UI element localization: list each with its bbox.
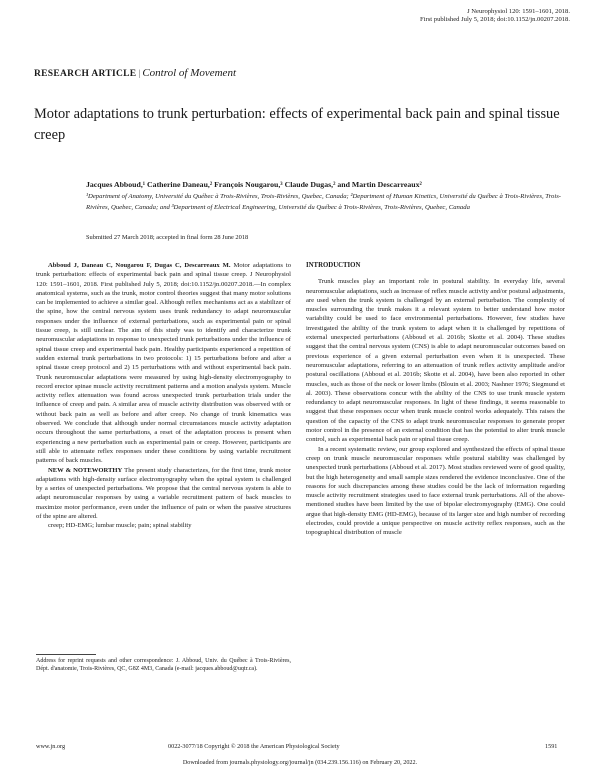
journal-reference: [420, 8, 570, 24]
footnote-divider: [36, 654, 96, 655]
paper-title: Motor adaptations to trunk perturbation: effects of experimental back pain and spinal tissue creep: [34, 106, 560, 143]
submission-dates: Submitted 27 March 2018; accepted in final form 28 June 2018: [86, 234, 249, 241]
keywords: creep; HD-EMG; lumbar muscle; pain; spinal stability: [48, 522, 192, 530]
journal-url: www.jn.org: [36, 743, 66, 750]
article-type: RESEARCH ARTICLE | Control of Movement: [34, 67, 237, 79]
citation: J Neurophysiol 120: 1591–1601, 2018.: [467, 8, 570, 15]
new-noteworthy: [36, 466, 291, 522]
new-noteworthy-text: The present study characterizes, for the first time, trunk motor adaptations with high-density surface electromyography when the spinal system is challenged by a series of unexpected perturbations. We propose that the central nervous system is able to adapt neuromuscular responses by using a variable recruitment pattern of back muscles to maximize motor performance, even under the influence of pain or when the passive structures of the spine are altered.: [36, 466, 291, 521]
article-kind: RESEARCH ARTICLE: [34, 69, 137, 79]
download-notice: Downloaded from journals.physiology.org/journal/jn (034.239.156.116) on February 20, 2022.: [182, 759, 418, 766]
copyright: 0022-3077/18 Copyright © 2018 the American Physiological Society: [168, 743, 340, 750]
abstract: [36, 261, 291, 466]
article-section: Control of Movement: [142, 67, 237, 79]
intro-paragraph-2: In a recent systematic review, our group explored and synthesized the effects of spinal tissue creep on trunk muscle neuromuscular responses while postural stability was challenged by unexpected trunk perturbations (Abboud et al. 2017). Most studies reviewed were of good quality, but the high heterogeneity and small sample sizes rendered the evidence inconclusive. One of the reasons for such discrepancies among these studies could be the lack of information regarding muscle activity recruitment strategies used to face external trunk perturbations. All of the above-mentioned studies have been limited by the use of bipolar electromyography (EMG). One could argue that high-density EMG (HD-EMG), because of its larger size and high number of recording electrodes, could provide a unique perspective on muscle activity reflex responses, such as the topographical distribution of muscle: [306, 445, 565, 537]
author-list: Jacques Abboud,¹ Catherine Daneau,² François Nougarou,³ Claude Dugas,² and Martin Descarreaux²: [86, 180, 422, 189]
page-number: 1591: [545, 743, 558, 750]
abstract-text: Motor adaptations to trunk perturbation: effects of experimental back pain and spinal tissue creep. J Neurophysiol 120: 1591–1601, 2018. First published July 5, 2018; doi:10.1152/jn.00207.2018.—In complex anatomical systems, such as the trunk, motor control theories suggest that many motor solutions can be implemented to achieve a similar goal. Although reflex mechanisms act as a stabilizer of the spine, how the central nervous system uses trunk redundancy to adapt neuromuscular responses under the influence of external perturbations, such as experimental pain or spinal tissue creep, is still unclear. The aim of this study was to identify and characterize trunk neuromuscular adaptations in response to unexpected trunk perturbations under the influence of spinal tissue creep and experimental back pain. Healthy participants experienced a repetition of sudden external trunk perturbations in two protocols: 1) 15 perturbations before and after a spinal tissue creep protocol and 2) 15 perturbations with and without experimental back pain. Trunk neuromuscular adaptations were measured by using high-density electromyography to record erector spinae muscle activity recruitment patterns and a motion analysis system. Muscle activity reflex attenuation was found across unexpected trunk perturbation trials under the influence of creep and pain. A similar area of muscle activity distribution was observed with or without back pain as well as before and after creep. No change of trunk kinematics was observed. We conclude that although under normal circumstances muscle activity adaptation occurs throughout the same perturbations, a reset of the adaptation process is present when experiencing a new perturbation such as experimental pain or creep. However, participants are still able to attenuate reflex responses under these conditions by using variable recruitment patterns of back muscles.: [36, 262, 291, 465]
intro-paragraph-1: Trunk muscles play an important role in postural stability. In everyday life, several neuromuscular adaptations, such as increase of reflex muscle activity and/or postural adjustments, are used when the trunk system is challenged by an external perturbation. The complexity of muscles surrounding the trunk makes it a relevant system to better understand how motor variability could be used to face environmental perturbations. However, few studies have investigated the ability of the trunk system to adapt when it is challenged by repetitions of external unexpected perturbations (Abboud et al. 2016b; Skotte et al. 2004). These studies suggest that the central nervous system (CNS) is able to adapt neuromuscular outcomes based on previous experience of a given external perturbation even when it is unexpected. These neuromuscular adaptations, referring to an attenuation of trunk reflex activity amplitude and/or postural oscillations (Abboud et al. 2016b; Skotte et al. 2004), have been also reported in other muscles, such as those of the neck or lower limbs (Blouin et al. 2003; Nashner 1976; Siegmund et al. 2003). These observations concur with the ability of the CNS to use trunk muscle system redundancy to adapt neuromuscular responses. In light of these findings, it seems reasonable to suggest that these responses occur when trunk muscle control works adequately. This raises the question of the capacity of the CNS to adapt trunk neuromuscular responses to generate proper motor control in the presence of an external condition that has the potential to alter trunk muscle control, such as experimental back pain or spinal tissue creep.: [306, 278, 565, 444]
first-published: First published July 5, 2018; doi:10.1152/jn.00207.2018.: [420, 16, 570, 24]
new-noteworthy-head: NEW & NOTEWORTHY: [48, 466, 123, 474]
affiliations: ¹Department of Anatomy, Université du Québec à Trois-Rivières, Trois-Rivières, Quebec, Canada; ²Department of Human Kinetics, Université du Québec à Trois-Rivières, Trois-Rivières, Quebec, Canada; and ³Department of Electrical Engineering, Université du Québec à Trois-Rivières, Trois-Rivières, Quebec, Canada: [86, 193, 562, 212]
introduction-heading: INTRODUCTION: [306, 262, 361, 269]
correspondence-footnote: Address for reprint requests and other correspondence: J. Abboud, Univ. du Québec à Trois-Rivières, Dépt. d'anatomie, Trois-Rivières, QC, G8Z 4M3, Canada (e-mail: jacques.abboud@uqtr.ca).: [36, 658, 291, 673]
abstract-lead: Abboud J, Daneau C, Nougarou F, Dugas C, Descarreaux M.: [48, 262, 231, 269]
abstract-column: [36, 261, 291, 531]
introduction-column: [306, 261, 565, 538]
